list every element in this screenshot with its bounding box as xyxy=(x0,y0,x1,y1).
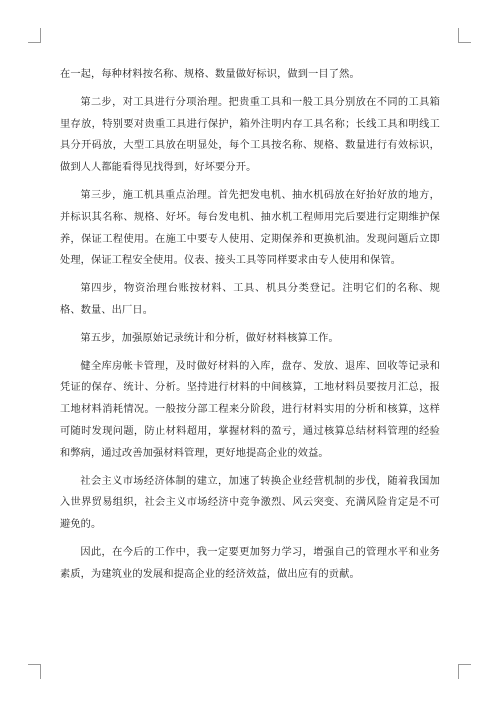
crop-mark-top-right xyxy=(458,28,471,43)
paragraph-market-economy: 社会主义市场经济体制的建立，加速了转换企业经营机制的步伐，随着我国加入世界贸易组织，社会主义市场经济中竞争激烈、风云突变、充满风险肯定是不可避免的。 xyxy=(60,475,440,531)
crop-mark-top-left xyxy=(28,28,41,43)
paragraph-step-two: 第二步，对工具进行分项治理。把贵重工具和一般工具分别放在不同的工具箱里存放，特别要对贵重工具进行保护，箱外注明内存工具名称；长线工具和明线工具分开码放，大型工具放在明显处，每个工具按名称、规格、数量进行有效标识，做到人人都能看得见找得到，好坏要分开。 xyxy=(60,96,440,174)
crop-mark-bottom-left xyxy=(28,664,41,679)
paragraph-ledger-management: 健全库房帐卡管理，及时做好材料的入库，盘存、发放、退库、回收等记录和凭证的保存、统计、分析。坚持进行材料的中间核算，工地材料员要按月汇总，报工地材料消耗情况。一般按分部工程来分阶段，进行材料实用的分析和核算，这样可随时发现问题，防止材料超用，掌握材料的盈亏，通过核算总结材料管理的经验和弊病，通过改善加强材料管理，更好地提高企业的效益。 xyxy=(60,360,440,459)
paragraph-conclusion: 因此，在今后的工作中，我一定要更加努力学习，增强自己的管理水平和业务素质，为建筑业的发展和提高企业的经济效益，做出应有的贡献。 xyxy=(60,546,440,580)
paragraph-continuation: 在一起，每种材料按名称、规格、数量做好标识，做到一目了然。 xyxy=(60,69,360,80)
paragraph-step-four: 第四步，物资治理台账按材料、工具、机具分类登记。注明它们的名称、规格、数量、出厂日。 xyxy=(60,283,440,316)
paragraph-step-three: 第三步，施工机具重点治理。首先把发电机、抽水机码放在好抬好放的地方，并标识其名称、规格、好坏。每台发电机、抽水机工程师用完后要进行定期维护保养，保证工程使用。在施工中要专人使用、定期保养和更换机油。发现问题后立即处理，保证工程安全使用。仪表、接头工具等同样要求由专人使用和保管。 xyxy=(60,189,440,267)
paragraph-step-five: 第五步，加强原始记录统计和分析，做好材料核算工作。 xyxy=(80,332,339,344)
document-body xyxy=(60,64,440,592)
crop-mark-bottom-right xyxy=(458,664,471,679)
